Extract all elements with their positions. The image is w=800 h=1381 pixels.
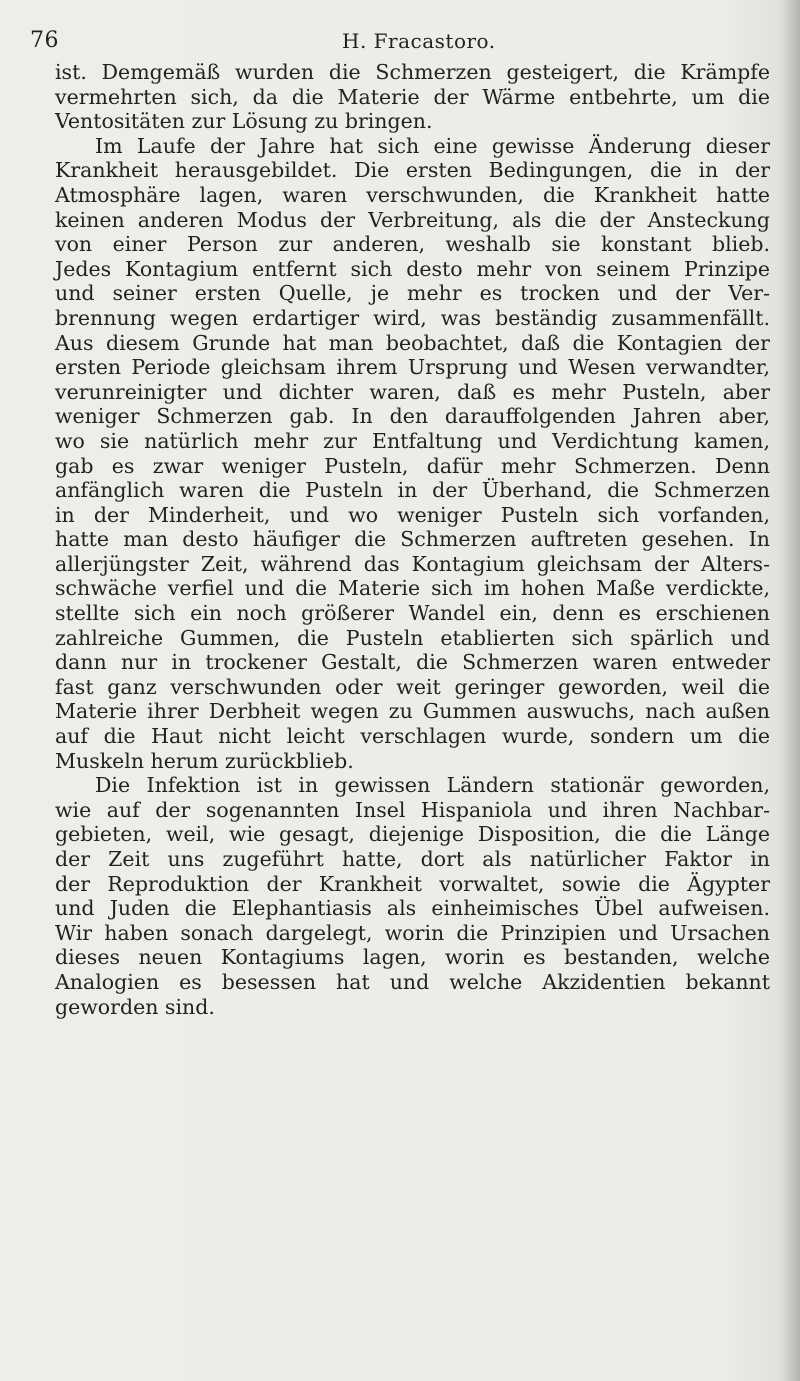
body-text: [55, 60, 770, 1019]
text-line: Analogien es besessen hat und welche Akzidentien bekannt: [55, 969, 770, 994]
text-line: gab es zwar weniger Pusteln, dafür mehr Schmerzen. Denn: [55, 453, 770, 478]
text-line: von einer Person zur anderen, weshalb sie konstant blieb.: [55, 232, 770, 257]
text-line: stellte sich ein noch größerer Wandel ein, denn es erschienen: [55, 601, 770, 626]
text-line: der Reproduktion der Krankheit vorwaltet, sowie die Ägypter: [55, 871, 770, 896]
text-line: Muskeln herum zurückblieb.: [55, 748, 354, 773]
text-line: Krankheit herausgebildet. Die ersten Bedingungen, die in der: [55, 158, 770, 183]
text-line: geworden sind.: [55, 994, 215, 1019]
text-line: der Zeit uns zugeführt hatte, dort als natürlicher Faktor in: [55, 847, 770, 871]
running-head: H. Fracastoro.: [342, 29, 496, 53]
page-number: 76: [30, 28, 59, 53]
text-line: wo sie natürlich mehr zur Entfaltung und Verdichtung kamen,: [55, 428, 770, 453]
text-line: Ventositäten zur Lösung zu bringen.: [55, 109, 433, 134]
text-line: Atmosphäre lagen, waren verschwunden, die Krankheit hatte: [55, 182, 770, 207]
text-line: wie auf der sogenannten Insel Hispaniola und ihren Nachbar-: [55, 797, 770, 822]
text-line: ersten Periode gleichsam ihrem Ursprung und Wesen verwandter,: [55, 355, 770, 380]
text-line: und Juden die Elephantiasis als einheimisches Übel aufweisen.: [55, 896, 770, 921]
text-line: auf die Haut nicht leicht verschlagen wurde, sondern um die: [55, 724, 770, 749]
text-line: anfänglich waren die Pusteln in der Überhand, die Schmerzen: [55, 478, 770, 503]
text-line: dann nur in trockener Gestalt, die Schmerzen waren entweder: [55, 650, 770, 675]
text-line: vermehrten sich, da die Materie der Wärme entbehrte, um die: [55, 84, 770, 109]
text-line: hatte man desto häufiger die Schmerzen auftreten gesehen. In: [55, 527, 770, 552]
text-line: Jedes Kontagium entfernt sich desto mehr von seinem Prinzipe: [55, 256, 770, 281]
text-line: zahlreiche Gummen, die Pusteln etablierten sich spärlich und: [55, 625, 770, 650]
text-line: fast ganz verschwunden oder weit geringer geworden, weil die: [55, 674, 770, 699]
text-line: und seiner ersten Quelle, je mehr es trocken und der Ver-: [55, 281, 770, 306]
text-line: keinen anderen Modus der Verbreitung, als die der Ansteckung: [55, 207, 770, 232]
text-line: Wir haben sonach dargelegt, worin die Prinzipien und Ursachen: [55, 920, 770, 945]
text-line: in der Minderheit, und wo weniger Pusteln sich vorfanden,: [55, 502, 770, 527]
text-line: ist. Demgemäß wurden die Schmerzen gesteigert, die Krämpfe: [55, 60, 770, 84]
text-line: Materie ihrer Derbheit wegen zu Gummen auswuchs, nach außen: [55, 699, 770, 724]
text-line: gebieten, weil, wie gesagt, diejenige Disposition, die die Länge: [55, 822, 770, 847]
text-line: allerjüngster Zeit, während das Kontagium gleichsam der Alters-: [55, 551, 770, 576]
text-line: dieses neuen Kontagiums lagen, worin es bestanden, welche: [55, 945, 770, 970]
text-line: Aus diesem Grunde hat man beobachtet, daß die Kontagien der: [55, 330, 770, 355]
text-line: verunreinigter und dichter waren, daß es mehr Pusteln, aber: [55, 379, 770, 404]
text-line: Im Laufe der Jahre hat sich eine gewisse Änderung dieser: [95, 133, 770, 158]
text-line: schwäche verfiel und die Materie sich im hohen Maße verdickte,: [55, 576, 770, 601]
text-line: weniger Schmerzen gab. In den darauffolgenden Jahren aber,: [55, 404, 770, 429]
text-line: brennung wegen erdartiger wird, was beständig zusammenfällt.: [55, 305, 770, 330]
page-header: [30, 24, 770, 58]
page-edge-shadow: [782, 0, 800, 1381]
text-line: Die Infektion ist in gewissen Ländern stationär geworden,: [95, 773, 770, 798]
